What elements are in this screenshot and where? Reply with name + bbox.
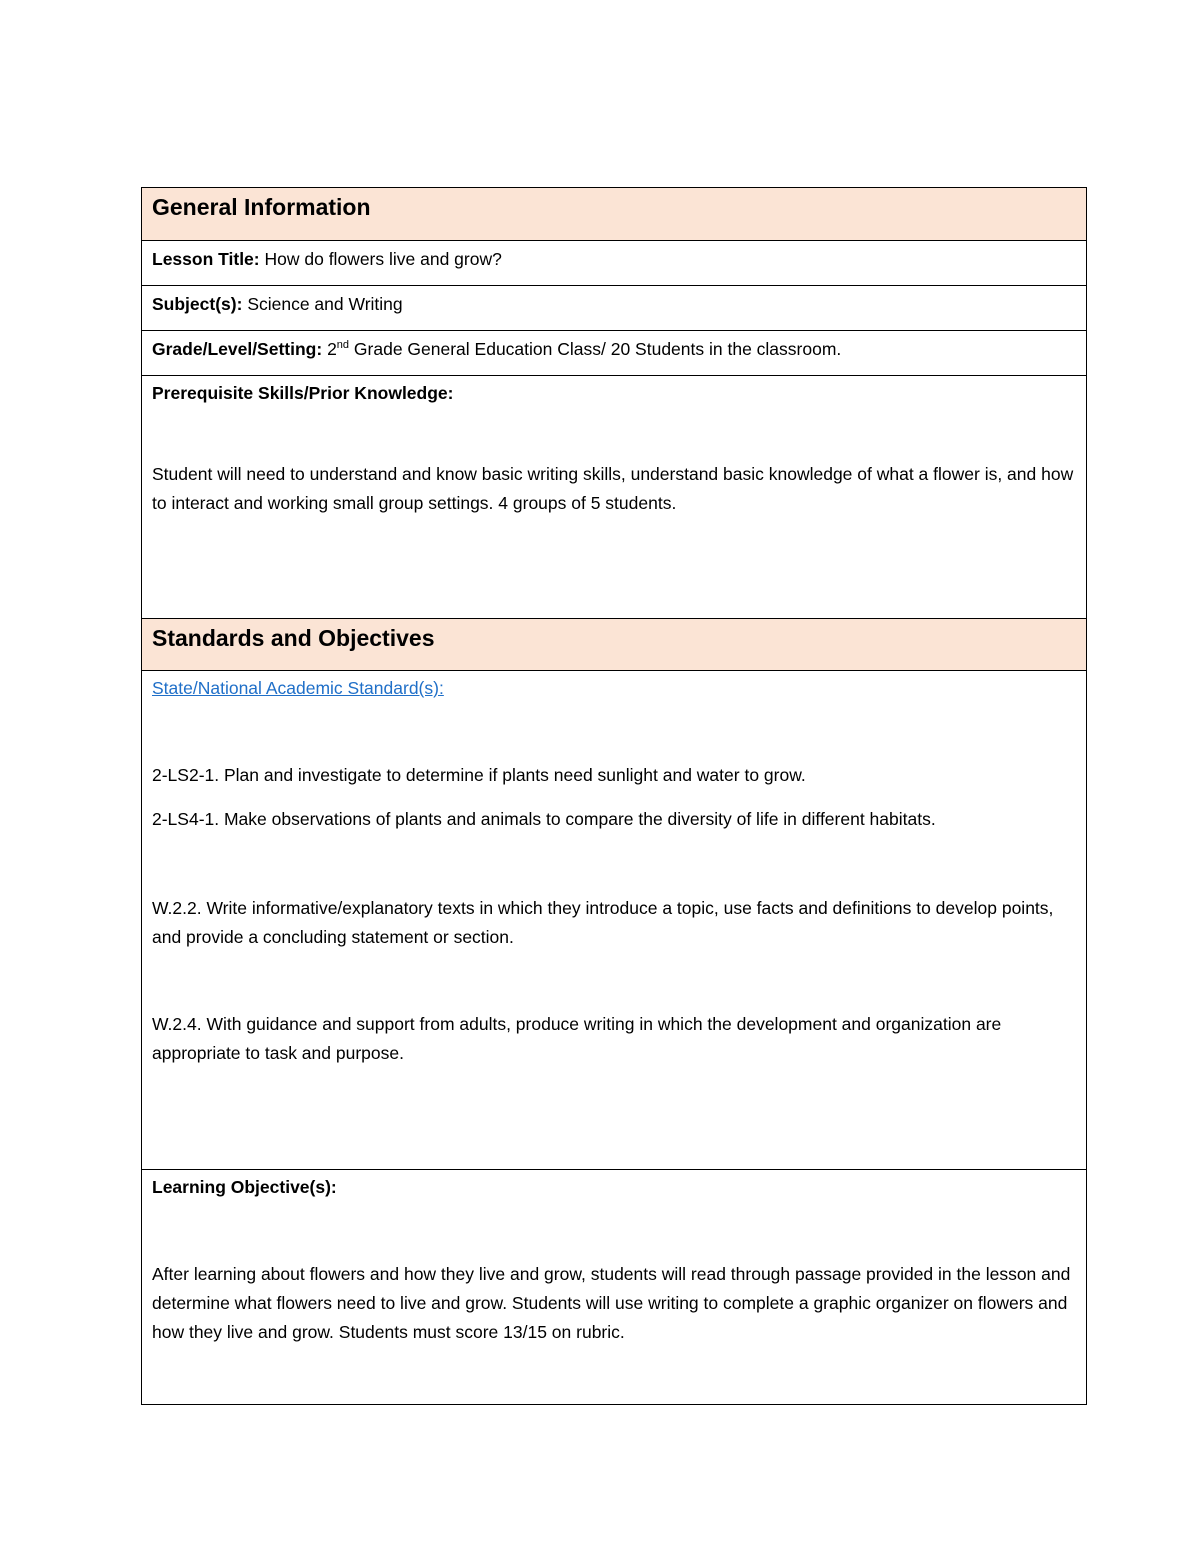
standard-item-w-2-2: W.2.2. Write informative/explanatory texts in which they introduce a topic, use facts and definitions to develop points, and provide a concluding statement or section. xyxy=(152,898,1054,947)
prerequisite-skills-row xyxy=(142,376,1086,619)
standards-objectives-heading: Standards and Objectives xyxy=(152,625,435,651)
learning-objectives-label: Learning Objective(s): xyxy=(152,1177,337,1197)
grade-level-setting-row xyxy=(142,331,1086,376)
standard-item-ls2-1: 2-LS2-1. Plan and investigate to determine if plants need sunlight and water to grow. xyxy=(152,765,806,785)
academic-standards-row xyxy=(142,671,1086,1170)
grade-ordinal-suffix: nd xyxy=(336,339,350,352)
lesson-title-row xyxy=(142,241,1086,286)
academic-standards-link[interactable]: State/National Academic Standard(s): xyxy=(152,678,444,698)
lesson-title-label: Lesson Title: xyxy=(152,249,260,269)
subjects-label: Subject(s): xyxy=(152,294,243,314)
standard-item-ls4-1: 2-LS4-1. Make observations of plants and animals to compare the diversity of life in different habitats. xyxy=(152,809,936,829)
standards-objectives-header xyxy=(142,619,1086,671)
lesson-title-value: How do flowers live and grow? xyxy=(264,249,502,269)
learning-objectives-text: After learning about flowers and how they live and grow, students will read through passage provided in the lesson and determine what flowers need to live and grow. Students will use writing to complete a graphic organizer on flowers and how they live and grow. Students must score 13/15 on rubric. xyxy=(152,1264,1071,1342)
grade-number: 2 xyxy=(327,339,337,359)
prerequisite-skills-text: Student will need to understand and know basic writing skills, understand basic knowledge of what a flower is, and how to interact and working small group settings. 4 groups of 5 students. xyxy=(152,464,1074,513)
general-information-heading: General Information xyxy=(152,194,371,220)
prerequisite-skills-label: Prerequisite Skills/Prior Knowledge: xyxy=(152,383,454,403)
grade-level-setting-label: Grade/Level/Setting: xyxy=(152,339,323,359)
standard-item-w-2-4: W.2.4. With guidance and support from adults, produce writing in which the development and organization are appropriate to task and purpose. xyxy=(152,1014,1002,1063)
general-information-header xyxy=(142,188,1086,241)
subjects-value: Science and Writing xyxy=(247,294,403,314)
academic-standards-link-row xyxy=(152,674,1076,703)
learning-objectives-row xyxy=(142,1170,1086,1405)
grade-level-setting-value: Grade General Education Class/ 20 Students in the classroom. xyxy=(353,339,842,359)
subjects-row xyxy=(142,286,1086,331)
lesson-plan-table xyxy=(141,187,1087,1405)
